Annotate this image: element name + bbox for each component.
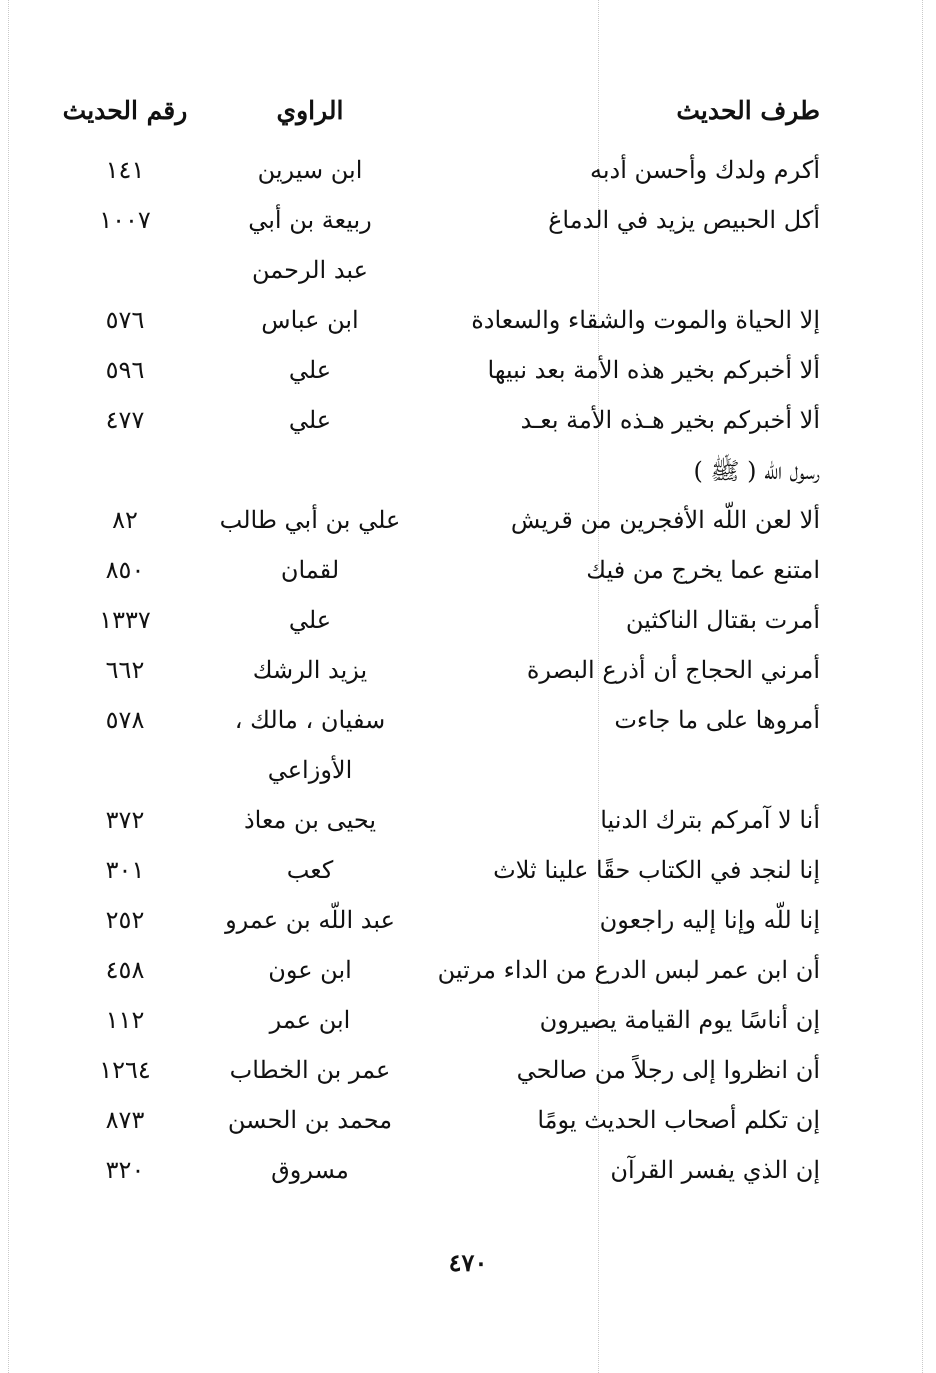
hadith-number: ٥٧٨	[105, 706, 145, 734]
hadith-number: ٢٥٢	[105, 906, 145, 934]
hadith-text: أكرم ولدك وأحسن أدبه	[589, 156, 820, 184]
narrator: عبد اللّه بن عمرو	[225, 906, 395, 934]
hadith-number: ١٠٠٧	[99, 206, 151, 234]
narrator: ربيعة بن أبي	[248, 206, 372, 234]
table-row	[0, 256, 936, 296]
hadith-text: إنا للّه وإنا إليه راجعون	[599, 906, 820, 934]
narrator: علي	[288, 356, 332, 384]
narrator: علي بن أبي طالب	[219, 506, 401, 534]
table-row	[0, 1106, 936, 1146]
hadith-text: إنا لنجد في الكتاب حقًا علينا ثلاث	[493, 856, 820, 884]
table-row	[0, 306, 936, 346]
hadith-text: أمرني الحجاج أن أذرع البصرة	[526, 656, 820, 684]
hadith-text: إلا الحياة والموت والشقاء والسعادة	[471, 306, 820, 334]
narrator: ابن عمر	[269, 1006, 351, 1034]
table-row	[0, 1056, 936, 1096]
hadith-text: إن الذي يفسر القرآن	[610, 1156, 820, 1184]
hadith-number: ٨٥٠	[105, 556, 145, 584]
narrator: ابن عون	[268, 956, 352, 984]
narrator: سفيان ، مالك ،	[234, 706, 386, 734]
table-row	[0, 856, 936, 896]
narrator: يزيد الرشك	[252, 656, 368, 684]
hadith-text: أنا لا آمركم بترك الدنيا	[600, 806, 820, 834]
hadith-number: ١٣٣٧	[99, 606, 151, 634]
hadith-number: ١٢٦٤	[99, 1056, 151, 1084]
narrator: عبد الرحمن	[252, 256, 368, 284]
header-number: رقم الحديث	[62, 96, 188, 125]
hadith-text: ألا لعن اللّه الأفجرين من قريش	[510, 506, 820, 534]
table-row	[0, 956, 936, 996]
table-row	[0, 656, 936, 696]
table-row	[0, 706, 936, 746]
narrator: علي	[288, 406, 332, 434]
hadith-text: امتنع عما يخرج من فيك	[586, 556, 820, 584]
page-number: ٤٧٠	[448, 1248, 488, 1277]
hadith-text: أن انظروا إلى رجلاً من صالحي	[516, 1056, 820, 1084]
hadith-text: ألا أخبركم بخير هذه الأمة بعد نبيها	[487, 356, 820, 384]
hadith-text: إن أناسًا يوم القيامة يصيرون	[539, 1006, 820, 1034]
hadith-text: رسول اللّه ( ﷺ )	[693, 457, 820, 485]
hadith-text: أمروها على ما جاءت	[614, 706, 820, 734]
table-row	[0, 356, 936, 396]
table-row	[0, 906, 936, 946]
hadith-number: ٣٢٠	[105, 1156, 145, 1184]
table-row	[0, 406, 936, 446]
narrator: الأوزاعي	[267, 756, 353, 784]
table-header	[0, 96, 936, 136]
hadith-number: ٦٦٢	[105, 656, 145, 684]
hadith-text: ألا أخبركم بخير هـذه الأمة بعـد	[520, 406, 820, 434]
table-row	[0, 756, 936, 796]
table-row	[0, 1156, 936, 1196]
hadith-number: ٨٢	[112, 506, 138, 534]
narrator: ابن عباس	[261, 306, 359, 334]
header-hadith: طرف الحديث	[676, 96, 820, 125]
hadith-number: ٣٠١	[105, 856, 145, 884]
hadith-text: أكل الحبيص يزيد في الدماغ	[548, 206, 820, 234]
table-row	[0, 556, 936, 596]
table-row	[0, 606, 936, 646]
table-row	[0, 456, 936, 496]
hadith-number: ١١٢	[105, 1006, 145, 1034]
hadith-number: ٨٧٣	[105, 1106, 145, 1134]
header-rawi: الراوي	[276, 96, 344, 125]
hadith-number: ٤٥٨	[105, 956, 145, 984]
hadith-text: إن تكلم أصحاب الحديث يومًا	[537, 1106, 820, 1134]
narrator: عمر بن الخطاب	[229, 1056, 391, 1084]
table-row	[0, 156, 936, 196]
narrator: علي	[288, 606, 332, 634]
narrator: لقمان	[280, 556, 340, 584]
narrator: ابن سيرين	[257, 156, 363, 184]
narrator: يحيى بن معاذ	[243, 806, 377, 834]
hadith-number: ١٤١	[105, 156, 145, 184]
hadith-number: ٥٧٦	[105, 306, 145, 334]
narrator: كعب	[286, 856, 334, 884]
table-row	[0, 806, 936, 846]
table-row	[0, 506, 936, 546]
hadith-text: أن ابن عمر لبس الدرع من الداء مرتين	[437, 956, 820, 984]
narrator: مسروق	[271, 1156, 349, 1184]
table-row	[0, 206, 936, 246]
table-row	[0, 1006, 936, 1046]
narrator: محمد بن الحسن	[227, 1106, 393, 1134]
hadith-number: ٣٧٢	[105, 806, 145, 834]
hadith-text: أمرت بقتال الناكثين	[625, 606, 820, 634]
hadith-number: ٤٧٧	[105, 406, 145, 434]
hadith-number: ٥٩٦	[105, 356, 145, 384]
